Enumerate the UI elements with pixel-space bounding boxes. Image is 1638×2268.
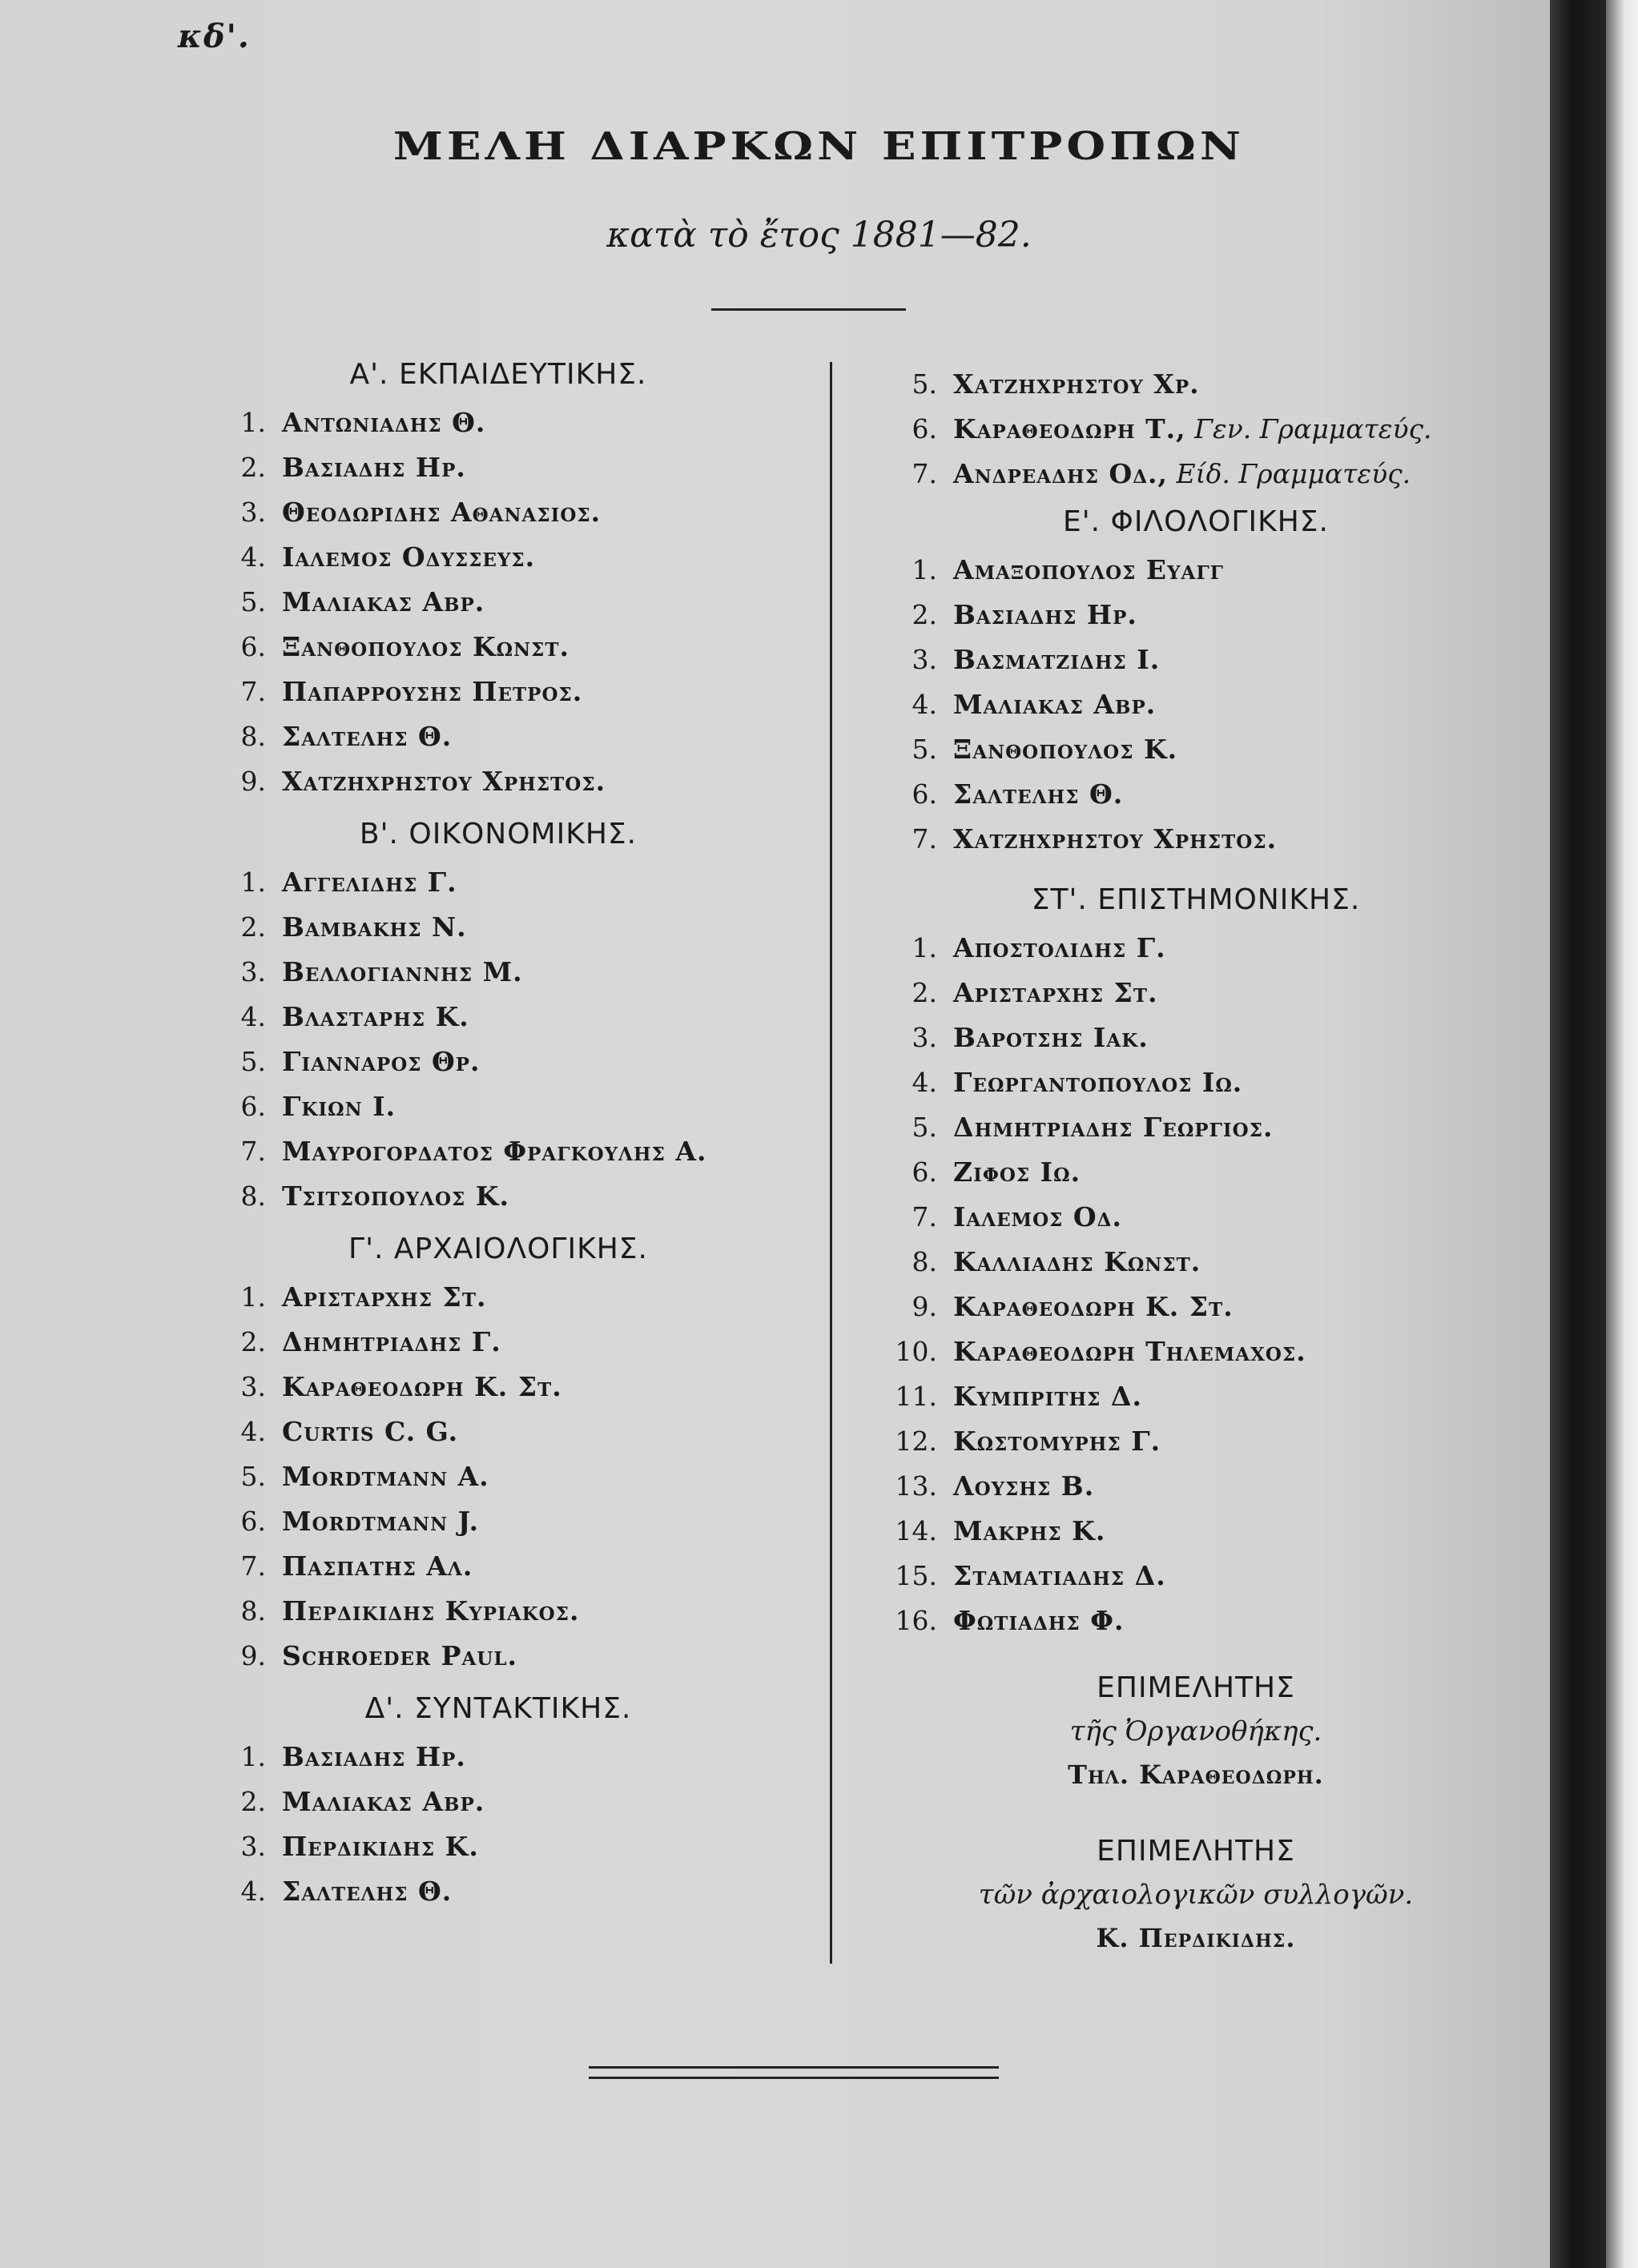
member-number: 7.: [912, 823, 937, 855]
member-number: 3.: [912, 1022, 937, 1053]
member-name: Αποστολιδης Γ.: [953, 932, 1166, 963]
closing-double-rule: [589, 2066, 999, 2079]
committee-heading: Γ'. ΑΡΧΑΙΟΛΟΓΙΚΗΣ.: [348, 1233, 648, 1265]
member-row: [218, 1040, 827, 1084]
member-number: 7.: [240, 1550, 266, 1582]
member-row: [218, 1735, 827, 1779]
member-number: 6.: [240, 1091, 266, 1122]
member-name: Καραθεοδωρη Τ.,: [953, 413, 1186, 444]
member-number: 2.: [912, 977, 937, 1008]
member-row: [218, 535, 827, 580]
member-row: [218, 490, 827, 535]
curator-instruments: [871, 1666, 1520, 1797]
member-number: 4.: [240, 1001, 266, 1032]
member-name: Βελλογιαννης Μ.: [282, 956, 523, 987]
member-row: [871, 1509, 1520, 1554]
member-name: Γεωργαντοπουλος Ιω.: [953, 1067, 1243, 1098]
member-number: 7.: [240, 676, 266, 707]
member-number: 14.: [895, 1515, 937, 1546]
member-number: 1.: [240, 867, 266, 898]
member-number: 10.: [895, 1336, 937, 1367]
member-name: Ξανθοπουλος Κωνστ.: [282, 631, 570, 662]
member-row: [218, 580, 827, 625]
member-name: Ζιφος Ιω.: [953, 1156, 1081, 1188]
member-name: Καλλιαδης Κωνστ.: [953, 1246, 1201, 1277]
member-row: [871, 1419, 1520, 1464]
member-name: Χατζηχρηστου Χρηστος.: [282, 766, 606, 797]
committee-economic: [218, 812, 827, 1219]
member-name: Θεοδωριδης Αθανασιος.: [282, 497, 602, 528]
curator-heading: ΕΠΙΜΕΛΗΤΗΣ: [1097, 1671, 1295, 1704]
member-name: Βασματζιδης Ι.: [953, 644, 1161, 675]
committee-editorial-continued: [871, 362, 1520, 497]
member-number: 5.: [240, 1046, 266, 1077]
committee-heading: ΣΤ'. ΕΠΙΣΤΗΜΟΝΙΚΗΣ.: [1031, 883, 1361, 916]
member-row: [218, 1320, 827, 1365]
member-number: 7.: [912, 1201, 937, 1233]
member-name: Σαλτελης Θ.: [953, 778, 1124, 810]
member-name: Curtis C. G.: [282, 1416, 459, 1447]
committee-educational: [218, 352, 827, 804]
binding-shadow: [1550, 0, 1606, 2268]
right-column: [871, 362, 1520, 1960]
member-name: Βασιαδης Ηρ.: [953, 599, 1137, 630]
member-row: [218, 714, 827, 759]
member-row: [871, 1240, 1520, 1285]
curator-subject: τῆς Ὀργανοθήκης.: [1069, 1715, 1322, 1747]
member-row: [871, 1329, 1520, 1374]
member-number: 4.: [240, 541, 266, 573]
committee-editorial: [218, 1687, 827, 1914]
column-divider: [830, 362, 832, 1964]
member-row: [218, 1084, 827, 1129]
member-row: [871, 1015, 1520, 1060]
member-name: Περδικιδης Κ.: [282, 1831, 479, 1862]
member-row: [871, 971, 1520, 1015]
member-row: [218, 1779, 827, 1824]
member-number: 2.: [240, 1326, 266, 1357]
member-name: Σαλτελης Θ.: [282, 1876, 453, 1907]
member-row: [218, 1174, 827, 1219]
member-name: Σταματιαδης Δ.: [953, 1560, 1166, 1591]
member-name: Αρισταρχης Στ.: [282, 1281, 487, 1313]
member-number: 4.: [240, 1876, 266, 1907]
member-row: [871, 407, 1520, 452]
member-name: Φωτιαδης Φ.: [953, 1605, 1125, 1636]
page-edge: [1606, 0, 1638, 2268]
member-name: Αγγελιδης Γ.: [282, 867, 457, 898]
member-row: [871, 362, 1520, 407]
committee-scientific: [871, 878, 1520, 1643]
member-number: 3.: [912, 644, 937, 675]
member-number: 6.: [240, 1506, 266, 1537]
member-name: Πασπατης Αλ.: [282, 1550, 473, 1582]
curator-name: Τηλ. Καραθεοδωρη.: [1068, 1759, 1324, 1790]
member-number: 3.: [240, 497, 266, 528]
title-rule: [711, 308, 906, 311]
member-name: Κωστομυρης Γ.: [953, 1426, 1161, 1457]
member-name: Βλασταρης Κ.: [282, 1001, 469, 1032]
member-row: [871, 1598, 1520, 1643]
member-row: [218, 400, 827, 445]
committee-heading: Ε'. ΦΙΛΟΛΟΓΙΚΗΣ.: [1063, 505, 1329, 538]
member-name: Περδικιδης Κυριακος.: [282, 1595, 580, 1627]
member-row: [218, 670, 827, 714]
member-number: 1.: [912, 554, 937, 585]
member-name: Λουσης Β.: [953, 1470, 1095, 1502]
member-row: [218, 950, 827, 995]
member-number: 8.: [240, 1180, 266, 1212]
member-name: Schroeder Paul.: [282, 1640, 518, 1671]
member-row: [218, 1275, 827, 1320]
member-number: 7.: [240, 1136, 266, 1167]
member-row: [218, 1869, 827, 1914]
committee-heading: Β'. ΟΙΚΟΝΟΜΙΚΗΣ.: [359, 818, 638, 850]
committee-archaeological: [218, 1227, 827, 1679]
curator-heading: ΕΠΙΜΕΛΗΤΗΣ: [1097, 1835, 1295, 1868]
member-name: Καραθεοδωρη Κ. Στ.: [953, 1291, 1234, 1322]
member-number: 6.: [912, 1156, 937, 1188]
member-row: [871, 682, 1520, 727]
member-name: Δημητριαδης Γεωργιος.: [953, 1112, 1274, 1143]
member-row: [218, 1544, 827, 1589]
member-number: 6.: [912, 413, 937, 444]
member-number: 16.: [895, 1605, 937, 1636]
member-row: [218, 1365, 827, 1409]
committee-philological: [871, 500, 1520, 862]
member-name: Ανδρεαδης Οδ.,: [953, 458, 1169, 489]
member-number: 2.: [240, 911, 266, 943]
member-row: [871, 817, 1520, 862]
member-name: Βαμβακης Ν.: [282, 911, 467, 943]
page-subtitle: κατὰ τὸ ἔτος 1881—82.: [606, 215, 1032, 255]
member-number: 8.: [912, 1246, 937, 1277]
member-number: 2.: [912, 599, 937, 630]
member-number: 1.: [240, 1281, 266, 1313]
member-name: Βασιαδης Ηρ.: [282, 452, 466, 483]
member-name: Παπαρρουσης Πετρος.: [282, 676, 583, 707]
member-name: Χατζηχρηστου Χρ.: [953, 368, 1200, 400]
member-row: [871, 1285, 1520, 1329]
member-number: 3.: [240, 1831, 266, 1862]
member-name: Γιανναρος Θρ.: [282, 1046, 481, 1077]
member-row: [871, 548, 1520, 593]
member-number: 1.: [240, 407, 266, 438]
member-row: [871, 1195, 1520, 1240]
member-number: 8.: [240, 1595, 266, 1627]
member-number: 4.: [912, 689, 937, 720]
member-number: 6.: [240, 631, 266, 662]
member-number: 11.: [895, 1381, 937, 1412]
member-row: [871, 727, 1520, 772]
member-name: Μακρης Κ.: [953, 1515, 1106, 1546]
member-row: [218, 905, 827, 950]
member-name: Σαλτελης Θ.: [282, 721, 453, 752]
curator-subject: τῶν ἀρχαιολογικῶν συλλογῶν.: [978, 1879, 1414, 1911]
curator-name: Κ. Περδικιδης.: [1096, 1923, 1296, 1953]
member-number: 2.: [240, 452, 266, 483]
member-number: 3.: [240, 956, 266, 987]
member-name: Γκιων Ι.: [282, 1091, 396, 1122]
member-row: [218, 1129, 827, 1174]
member-number: 13.: [895, 1470, 937, 1502]
member-number: 5.: [912, 368, 937, 400]
member-name: Μαλιακας Αβρ.: [953, 689, 1157, 720]
page-number: κδ'.: [178, 18, 251, 55]
member-name: Mordtmann J.: [282, 1506, 480, 1537]
member-row: [871, 637, 1520, 682]
member-number: 5.: [912, 734, 937, 765]
member-name: Καραθεοδωρη Τηλεμαχος.: [953, 1336, 1306, 1367]
member-row: [218, 1824, 827, 1869]
member-row: [871, 772, 1520, 817]
member-name: Αντωνιαδης Θ.: [282, 407, 486, 438]
member-number: 4.: [912, 1067, 937, 1098]
member-name: Ιαλεμος Οδυσσευς.: [282, 541, 536, 573]
member-name: Μαλιακας Αβρ.: [282, 586, 485, 617]
member-name: Μαυρογορδατος Φραγκουλης Α.: [282, 1136, 707, 1167]
committee-heading: Δ'. ΣΥΝΤΑΚΤΙΚΗΣ.: [364, 1692, 632, 1725]
member-row: [871, 452, 1520, 497]
member-row: [871, 593, 1520, 637]
member-name: Μαλιακας Αβρ.: [282, 1786, 485, 1817]
member-row: [218, 1499, 827, 1544]
member-row: [218, 1589, 827, 1634]
committee-heading: Α'. ΕΚΠΑΙΔΕΥΤΙΚΗΣ.: [349, 358, 647, 391]
member-role: Είδ. Γραμματεύς.: [1168, 458, 1411, 489]
member-name: Βαροτσης Ιακ.: [953, 1022, 1149, 1053]
member-number: 1.: [912, 932, 937, 963]
member-number: 5.: [912, 1112, 937, 1143]
member-row: [871, 1105, 1520, 1150]
member-number: 7.: [912, 458, 937, 489]
member-row: [218, 1454, 827, 1499]
left-column: [218, 352, 827, 1914]
member-name: Ιαλεμος Οδ.: [953, 1201, 1122, 1233]
member-number: 12.: [895, 1426, 937, 1457]
member-number: 9.: [240, 1640, 266, 1671]
member-name: Τσιτσοπουλος Κ.: [282, 1180, 509, 1212]
member-number: 9.: [912, 1291, 937, 1322]
member-number: 5.: [240, 1461, 266, 1492]
page-title: ΜΕΛΗ ΔΙΑΡΚΩΝ ΕΠΙΤΡΟΠΩΝ: [392, 123, 1246, 170]
member-row: [218, 1409, 827, 1454]
member-name: Κυμπριτης Δ.: [953, 1381, 1143, 1412]
member-row: [218, 1634, 827, 1679]
member-number: 1.: [240, 1741, 266, 1772]
member-number: 9.: [240, 766, 266, 797]
member-number: 15.: [895, 1560, 937, 1591]
member-name: Χατζηχρηστου Χρηστος.: [953, 823, 1278, 855]
member-name: Βασιαδης Ηρ.: [282, 1741, 466, 1772]
member-role: Γεν. Γραμματεύς.: [1185, 413, 1432, 444]
member-number: 2.: [240, 1786, 266, 1817]
member-row: [871, 1060, 1520, 1105]
member-row: [871, 926, 1520, 971]
member-row: [218, 759, 827, 804]
member-row: [871, 1150, 1520, 1195]
member-number: 4.: [240, 1416, 266, 1447]
member-number: 3.: [240, 1371, 266, 1402]
member-row: [218, 860, 827, 905]
member-row: [218, 625, 827, 670]
member-name: Καραθεοδωρη Κ. Στ.: [282, 1371, 562, 1402]
member-name: Αμαξοπουλος Ευαγγ: [953, 554, 1225, 585]
curator-collections: [871, 1829, 1520, 1960]
member-number: 5.: [240, 586, 266, 617]
member-row: [871, 1374, 1520, 1419]
member-name: Αρισταρχης Στ.: [953, 977, 1158, 1008]
member-row: [871, 1554, 1520, 1598]
member-row: [218, 445, 827, 490]
member-name: Δημητριαδης Γ.: [282, 1326, 501, 1357]
member-number: 6.: [912, 778, 937, 810]
member-row: [218, 995, 827, 1040]
member-number: 8.: [240, 721, 266, 752]
member-row: [871, 1464, 1520, 1509]
member-name: Mordtmann A.: [282, 1461, 489, 1492]
member-name: Ξανθοπουλος Κ.: [953, 734, 1178, 765]
